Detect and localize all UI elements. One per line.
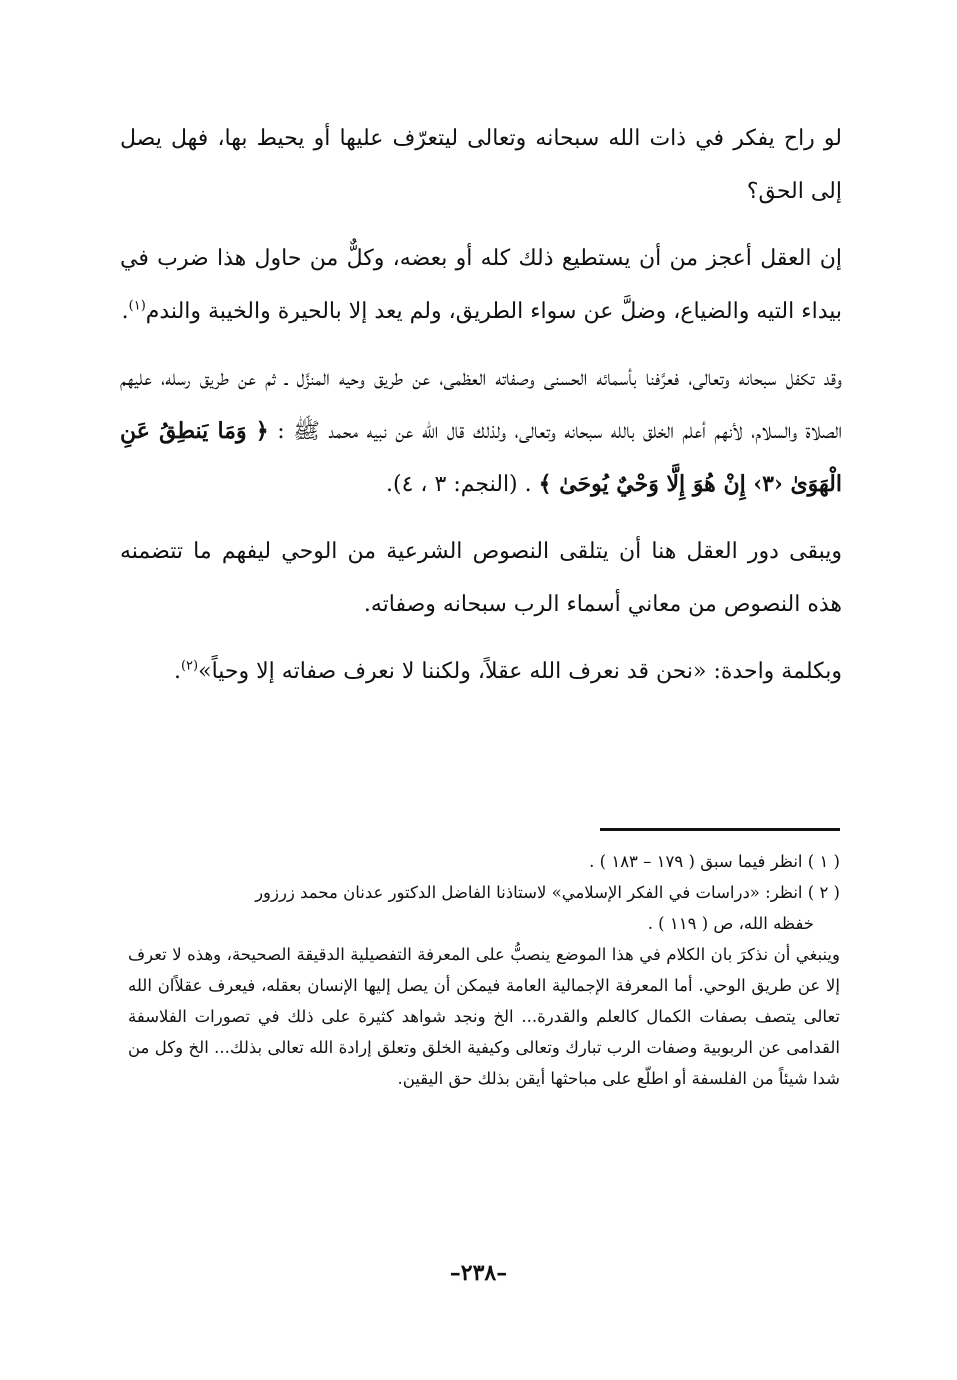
footnote-ref-2: (٢) (180, 658, 199, 674)
footnote-2: ( ٢ ) انظر: «دراسات في الفكر الإسلامي» لاستاذنا الفاضل الدكتور عدنان محمد زرزور (255, 883, 840, 902)
paragraph-1 (120, 112, 842, 218)
paragraph-2-end: . (121, 299, 129, 324)
paragraph-3-text: وقد تكفل سبحانه وتعالى، فعرَّفنا بأسمائه الحسنى وصفاته العظمى، عن طريق وحيه المنزَّل ـ ثم عن طريق رسله، عليهم الصلاة والسلام، لأنهم أعلم الخلق بالله سبحانه وتعالى، ولذلك قال الله عن نبيه محمد ﷺ : (120, 366, 842, 444)
paragraph-4-text: ويبقى دور العقل هنا أن يتلقى النصوص الشرعية من الوحي ليفهم ما تتضمنه هذه النصوص من معاني أسماء الرب سبحانه وصفاته. (120, 539, 842, 617)
paragraph-5-end: . (173, 659, 181, 684)
paragraph-2-text: إن العقل أعجز من أن يستطيع ذلك كله أو بعضه، وكلٌّ من حاول هذا ضرب في بيداء التيه والضياع، وضلَّ عن سواء الطريق، ولم يعد إلا بالحيرة والخيبة والندم (120, 246, 842, 324)
paragraph-3 (120, 352, 842, 511)
footnotes (128, 846, 840, 1094)
footnote-ref-1: (١) (128, 298, 146, 314)
quran-verse: ﴿ وَمَا يَنطِقُ عَنِ الْهَوَىٰ ‹٣› إِنْ هُوَ إِلَّا وَحْيٌ يُوحَىٰ ﴾ (120, 418, 842, 497)
page-number: –٢٣٨– (449, 1260, 508, 1286)
footnote-1: ( ١ ) انظر فيما سبق ( ١٧٩ – ١٨٣ ) . (589, 852, 840, 871)
quran-citation: . (النجم: ٣ ، ٤). (386, 472, 532, 497)
paragraph-1-text: لو راح يفكر في ذات الله سبحانه وتعالى ليتعرّف عليها أو يحيط بها، فهل يصل إلى الحق؟ (120, 126, 842, 204)
paragraph-4 (120, 525, 842, 631)
footnote-2-note: وينبغي أن نذكرَ بان الكلام في هذا الموضع ينصبُّ على المعرفة التفصيلية الدقيقة الصحيحة، وهذه لا تعرف إلا عن طريق الوحي. أما المعرفة الإجمالية العامة فيمكن أن يصل إليها الإنسان بعقله، فيعرف عقلاًان الله تعالى يتصف بصفات الكمال كالعلم والقدرة... الخ ونجد شواهد كثيرة على ذلك في تصورات الفلاسفة القدامى عن الربوبية وصفات الرب تبارك وتعالى وكيفية الخلق وتعلق إرادة الله تعالى بذلك... الخ وكل من شدا شيئاً من الفلسفة أو اطلّع على مباحثها أيقن بذلك حق اليقين. (128, 945, 840, 1088)
main-text (120, 112, 842, 698)
paragraph-2 (120, 232, 842, 338)
footnote-2-continued: خفظه الله، ص ( ١١٩ ) . (647, 914, 814, 933)
footnote-separator (600, 828, 840, 831)
paragraph-5 (120, 645, 842, 698)
paragraph-5-text: وبكلمة واحدة: «نحن قد نعرف الله عقلاً، ولكننا لا نعرف صفاته إلا وحياً» (198, 659, 842, 684)
